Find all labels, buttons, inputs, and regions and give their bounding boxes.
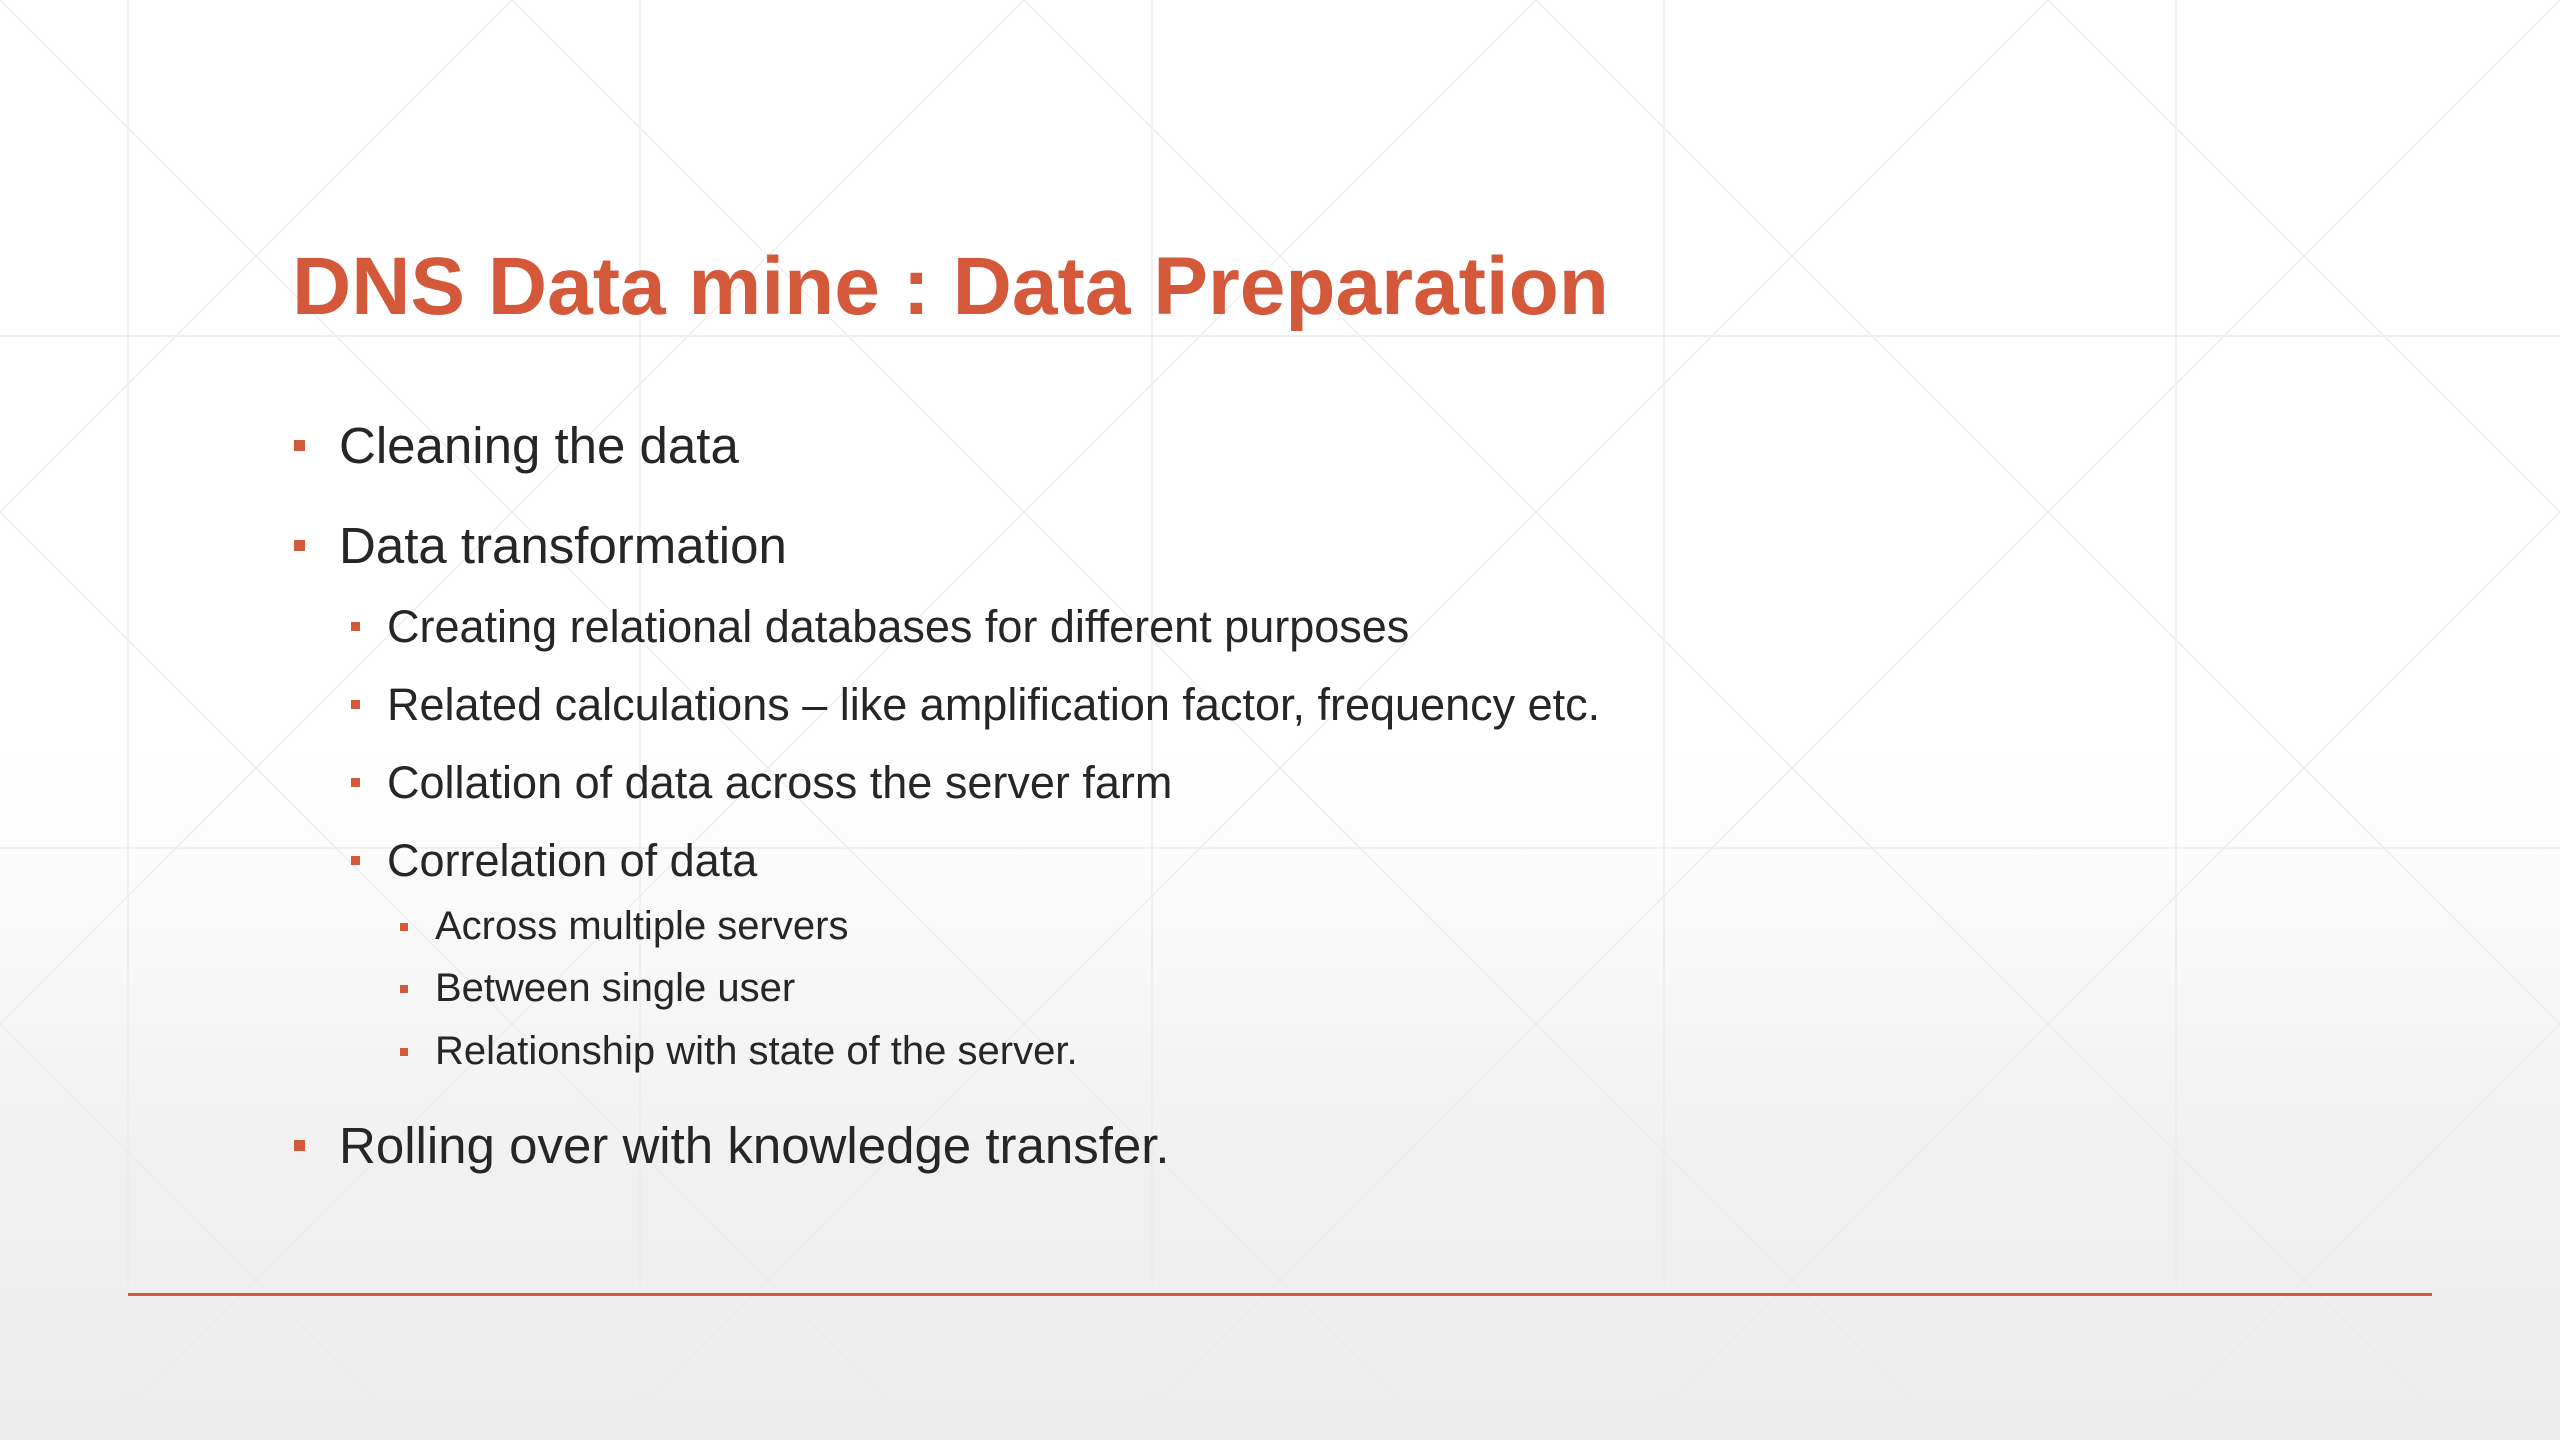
sub-sub-bullet-across-multiple-servers: Across multiple servers xyxy=(435,904,849,948)
sub-bullet-collation-of-data: Collation of data across the server farm xyxy=(387,757,1173,808)
bullet-rolling-over: Rolling over with knowledge transfer. xyxy=(339,1117,1170,1174)
bullet-marker xyxy=(400,985,408,993)
bullet-marker xyxy=(294,1140,305,1151)
bullet-marker xyxy=(351,778,360,787)
footer-divider-line xyxy=(128,1293,2432,1296)
bullet-marker xyxy=(400,1048,408,1056)
bullet-data-transformation: Data transformation xyxy=(339,517,787,574)
bullet-marker xyxy=(351,856,360,865)
bullet-marker xyxy=(294,540,305,551)
sub-bullet-relational-databases: Creating relational databases for different purposes xyxy=(387,601,1410,652)
bullet-marker xyxy=(351,622,360,631)
sub-sub-bullet-relationship-with-state: Relationship with state of the server. xyxy=(435,1029,1078,1073)
slide-title: DNS Data mine : Data Preparation xyxy=(292,241,1609,332)
sub-bullet-correlation-of-data: Correlation of data xyxy=(387,835,758,886)
bullet-marker xyxy=(400,923,408,931)
sub-sub-bullet-between-single-user: Between single user xyxy=(435,966,796,1010)
bullet-cleaning-the-data: Cleaning the data xyxy=(339,417,739,474)
bullet-marker xyxy=(294,440,305,451)
bullet-marker xyxy=(351,700,360,709)
sub-bullet-related-calculations: Related calculations – like amplification factor, frequency etc. xyxy=(387,679,1601,730)
